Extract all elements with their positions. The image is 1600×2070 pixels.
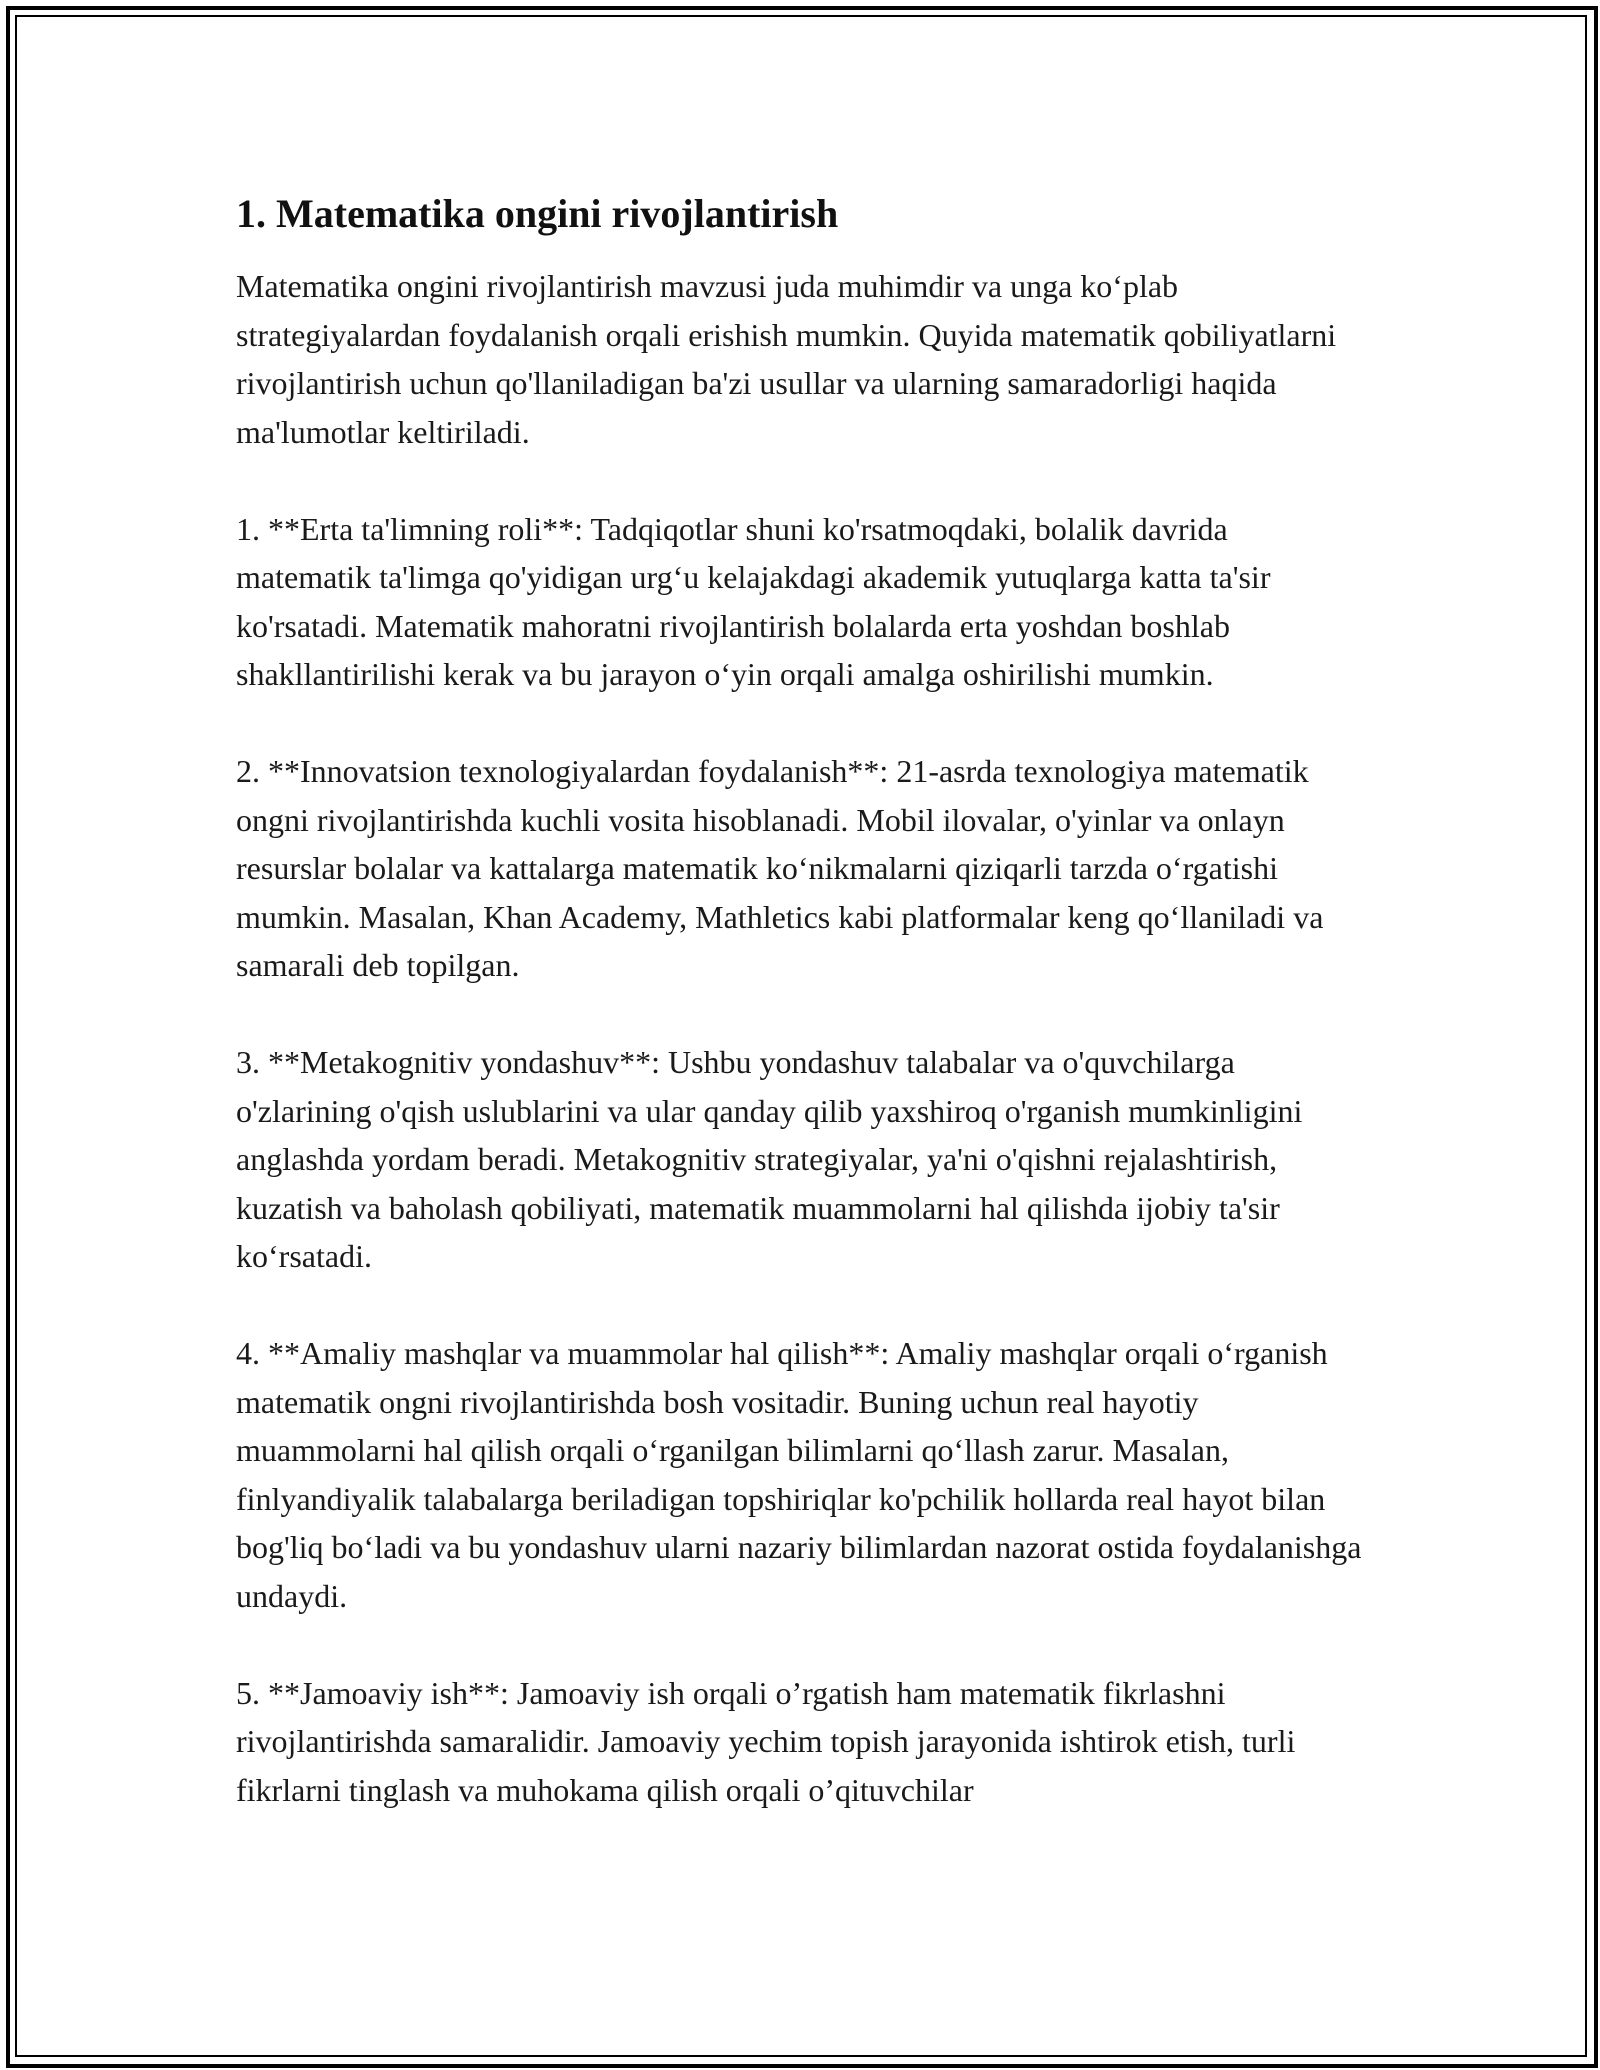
paragraph-practical-exercises: 4. **Amaliy mashqlar va muammolar hal qilish**: Amaliy mashqlar orqali o‘rganish matematik ongni rivojlantirishda bosh vositadir. Buning uchun real hayotiy muammolarni hal qilish orqali o‘rganilgan bilimlarni qo‘llash zarur. Masalan, finlyandiyalik talabalarga beriladigan topshiriqlar ko'pchilik hollarda real hayot bilan bog'liq bo‘ladi va bu yondashuv ularni nazariy bilimlardan nazorat ostida foydalanishga undaydi. — [236, 1335, 1362, 1614]
paragraph-early-education: 1. **Erta ta'limning roli**: Tadqiqotlar shuni ko'rsatmoqdaki, bolalik davrida matematik ta'limga qo'yidigan urg‘u kelajakdagi akademik yutuqlarga katta ta'sir ko'rsatadi. Matematik mahoratni rivojlantirish bolalarda erta yoshdan boshlab shakllantirilishi kerak va bu jarayon o‘yin orqali amalga oshirilishi mumkin. — [236, 510, 1271, 692]
paragraph-metacognitive-approach: 3. **Metakognitiv yondashuv**: Ushbu yondashuv talabalar va o'quvchilarga o'zlarining o'qish uslublarini va ular qanday qilib yaxshiroq o'rganish mumkinligini anglashda yordam beradi. Metakognitiv strategiyalar, ya'ni o'qishni rejalashtirish, kuzatish va baholash qobiliyati, matematik muammolarni hal qilishda ijobiy ta'sir ko‘rsatadi. — [236, 1044, 1303, 1274]
document-body — [236, 186, 1366, 1863]
intro-paragraph: Matematika ongini rivojlantirish mavzusi juda muhimdir va unga ko‘plab strategiyalardan foydalanish orqali erishish mumkin. Quyida matematik qobiliyatlarni rivojlantirish uchun qo'llaniladigan ba'zi usullar va ularning samaradorligi haqida ma'lumotlar keltiriladi. — [236, 268, 1337, 450]
paragraph-innovative-technology: 2. **Innovatsion texnologiyalardan foydalanish**: 21-asrda texnologiya matematik ongni rivojlantirishda kuchli vosita hisoblanadi. Mobil ilovalar, o'yinlar va onlayn resurslar bolalar va kattalarga matematik ko‘nikmalarni qiziqarli tarzda o‘rgatishi mumkin. Masalan, Khan Academy, Mathletics kabi platformalar keng qo‘llaniladi va samarali deb topilgan. — [236, 753, 1324, 983]
document-title: 1. Matematika ongini rivojlantirish — [236, 191, 839, 236]
paragraph-teamwork: 5. **Jamoaviy ish**: Jamoaviy ish orqali o’rgatish ham matematik fikrlashni rivojlantirishda samaralidir. Jamoaviy yechim topish jarayonida ishtirok etish, turli fikrlarni tinglash va muhokama qilish orqali o’qituvchilar — [236, 1674, 1296, 1808]
